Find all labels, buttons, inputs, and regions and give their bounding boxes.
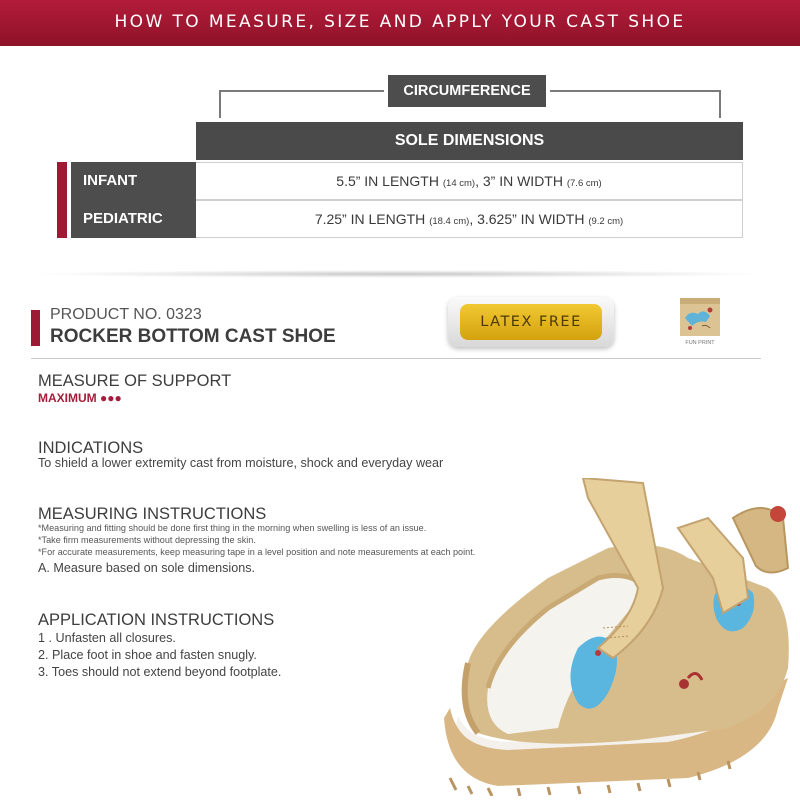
banner-title: HOW TO MEASURE, SIZE AND APPLY YOUR CAST SHOE (114, 12, 686, 32)
indications-text: To shield a lower extremity cast from moisture, shock and everyday wear (38, 456, 444, 470)
measuring-note: *Take firm measurements without depressing the skin. (38, 535, 256, 545)
product-name: ROCKER BOTTOM CAST SHOE (50, 326, 336, 347)
sole-dimensions-header: SOLE DIMENSIONS (196, 122, 743, 160)
cast-shoe-image (438, 478, 798, 796)
fun-print-swatch-image (680, 298, 720, 336)
row-accent (57, 162, 67, 200)
indications-title: INDICATIONS (38, 439, 144, 457)
size-row-pediatric (57, 200, 743, 238)
product-accent-bar (31, 310, 40, 346)
size-dimensions: 5.5” IN LENGTH (14 cm), 3” IN WIDTH (7.6 cm) (196, 162, 743, 200)
latex-free-badge (448, 297, 614, 347)
application-step: 1 . Unfasten all closures. (38, 631, 176, 645)
application-title: APPLICATION INSTRUCTIONS (38, 611, 275, 629)
application-step: 2. Place foot in shoe and fasten snugly. (38, 648, 257, 662)
product-number: PRODUCT NO. 0323 (50, 306, 202, 323)
measuring-step: A. Measure based on sole dimensions. (38, 561, 256, 575)
size-label: INFANT (71, 162, 251, 200)
row-accent (57, 200, 67, 238)
support-level: MAXIMUM ●●● (38, 391, 122, 405)
size-label: PEDIATRIC (71, 200, 251, 238)
support-title: MEASURE OF SUPPORT (38, 372, 232, 390)
measuring-note: *Measuring and fitting should be done first thing in the morning when swelling is less of an issue. (38, 523, 427, 533)
application-step: 3. Toes should not extend beyond footplate. (38, 665, 282, 679)
size-row-infant (57, 162, 743, 200)
size-dimensions: 7.25” IN LENGTH (18.4 cm), 3.625” IN WIDTH (9.2 cm) (196, 200, 743, 238)
divider (31, 358, 761, 359)
circumference-label: CIRCUMFERENCE (388, 75, 546, 107)
fun-print-caption: FUN PRINT (685, 340, 715, 346)
measuring-title: MEASURING INSTRUCTIONS (38, 505, 267, 523)
latex-free-label: LATEX FREE (460, 304, 602, 340)
section-shadow-divider (30, 270, 770, 278)
measuring-note: *For accurate measurements, keep measuring tape in a level position and note measurements at each point. (38, 547, 476, 557)
